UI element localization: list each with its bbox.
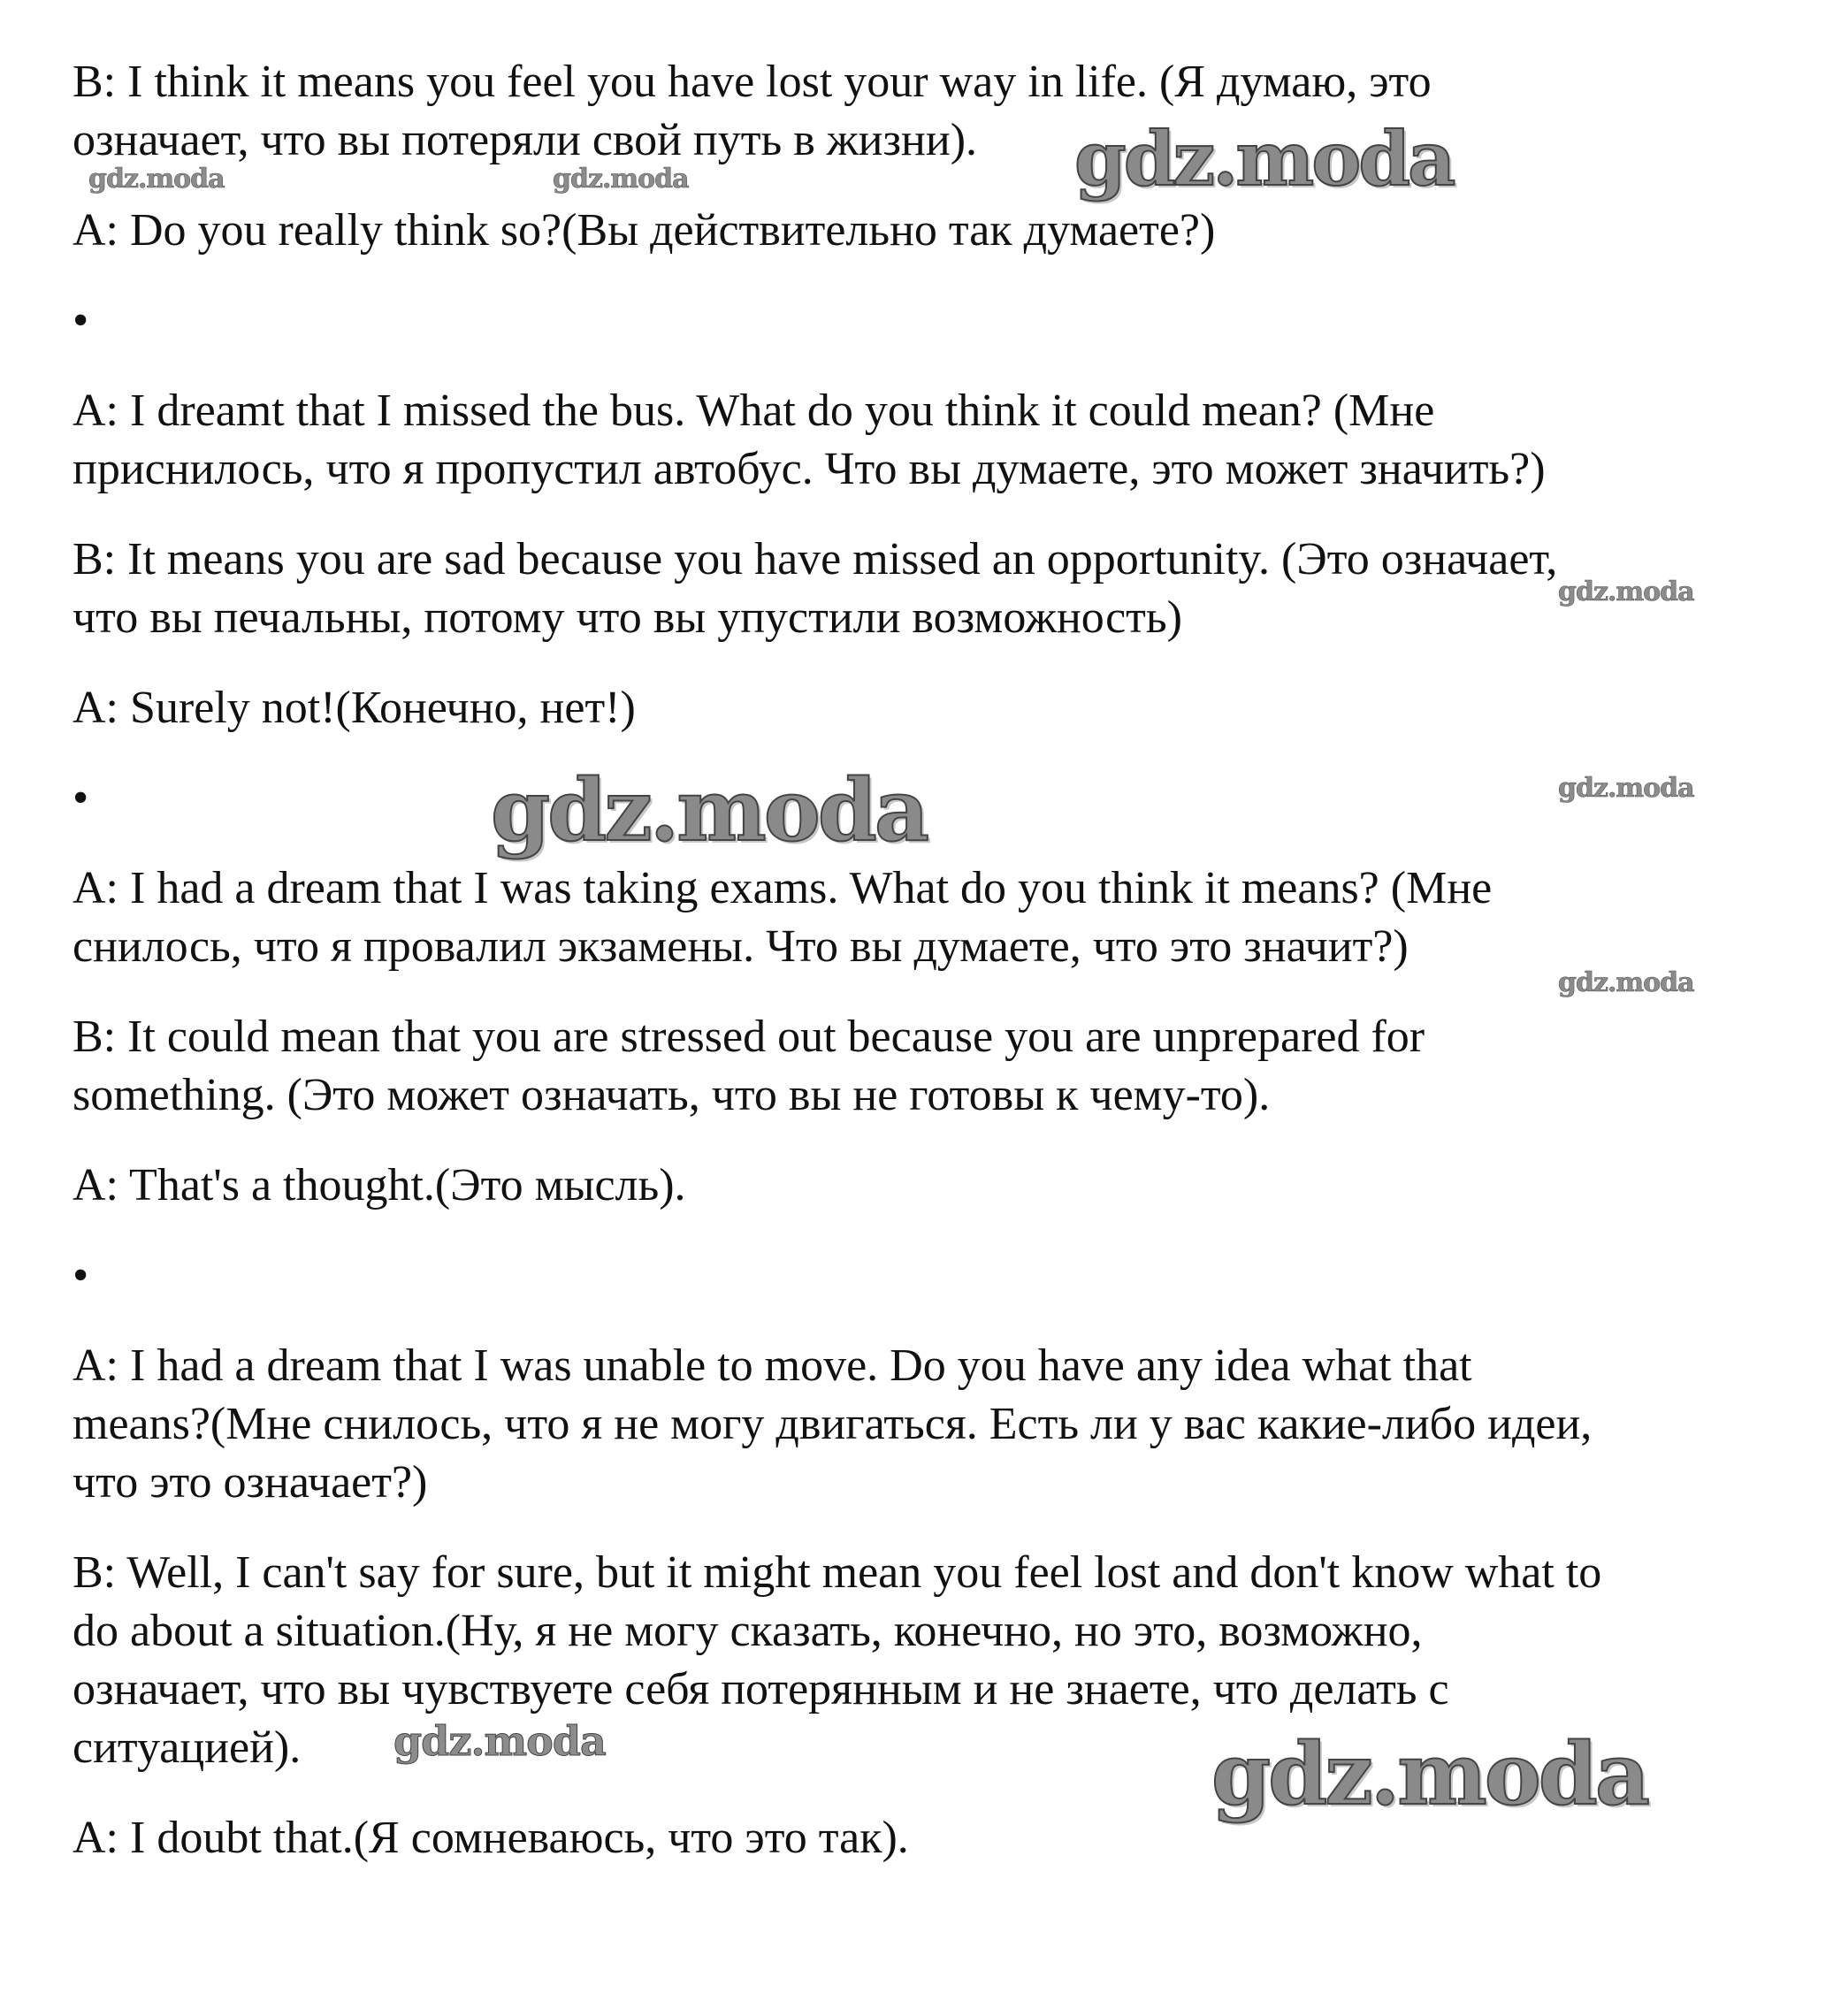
dialogue-line: B: Well, I can't say for sure, but it might mean you feel lost and don't know what to: [73, 1547, 1602, 1598]
bullet: •: [73, 773, 89, 823]
watermark: gdz.moda: [553, 164, 689, 195]
watermark: gdz.moda: [1558, 577, 1694, 607]
watermark: gdz.moda: [1211, 1724, 1648, 1824]
dialogue-line: A: I had a dream that I was unable to move. Do you have any idea what that: [73, 1340, 1472, 1391]
dialogue-line: A: Surely not!(Конечно, нет!): [73, 683, 636, 733]
dialogue-line: означает, что вы чувствуете себя потерянным и не знаете, что делать с: [73, 1664, 1449, 1714]
dialogue-line: A: I dreamt that I missed the bus. What do you think it could mean? (Мне: [73, 386, 1435, 436]
dialogue-line: B: I think it means you feel you have lost your way in life. (Я думаю, это: [73, 57, 1432, 107]
dialogue-line: что вы печальны, потому что вы упустили возможность): [73, 592, 1182, 643]
dialogue-line: A: Do you really think so?(Вы действительно так думаете?): [73, 205, 1216, 256]
dialogue-line: означает, что вы потеряли свой путь в жизни).: [73, 115, 978, 165]
bullet: •: [73, 1250, 89, 1301]
dialogue-line: A: I doubt that.(Я сомневаюсь, что это так).: [73, 1813, 909, 1863]
dialogue-line: приснилось, что я пропустил автобус. Что вы думаете, это может значить?): [73, 444, 1546, 494]
bullet: •: [73, 295, 89, 346]
watermark: gdz.moda: [1074, 115, 1454, 202]
dialogue-line: ситуацией).: [73, 1722, 302, 1773]
dialogue-line: do about a situation.(Ну, я не могу сказать, конечно, но это, возможно,: [73, 1606, 1423, 1656]
dialogue-line: A: I had a dream that I was taking exams. What do you think it means? (Мне: [73, 863, 1493, 913]
dialogue-line: снилось, что я провалил экзамены. Что вы думаете, что это значит?): [73, 921, 1409, 972]
watermark: gdz.moda: [491, 760, 928, 860]
watermark: gdz.moda: [1558, 773, 1694, 804]
dialogue-line: B: It could mean that you are stressed out because you are unprepared for: [73, 1012, 1425, 1062]
dialogue-line: что это означает?): [73, 1457, 428, 1508]
dialogue-line: means?(Мне снилось, что я не могу двигаться. Есть ли у вас какие-либо идеи,: [73, 1399, 1593, 1449]
watermark: gdz.moda: [88, 164, 225, 195]
dialogue-line: B: It means you are sad because you have missed an opportunity. (Это означает,: [73, 534, 1558, 584]
watermark: gdz.moda: [393, 1717, 606, 1765]
watermark: gdz.moda: [1558, 967, 1694, 998]
dialogue-line: something. (Это может означать, что вы не готовы к чему-то).: [73, 1070, 1271, 1120]
dialogue-line: A: That's a thought.(Это мысль).: [73, 1160, 686, 1210]
